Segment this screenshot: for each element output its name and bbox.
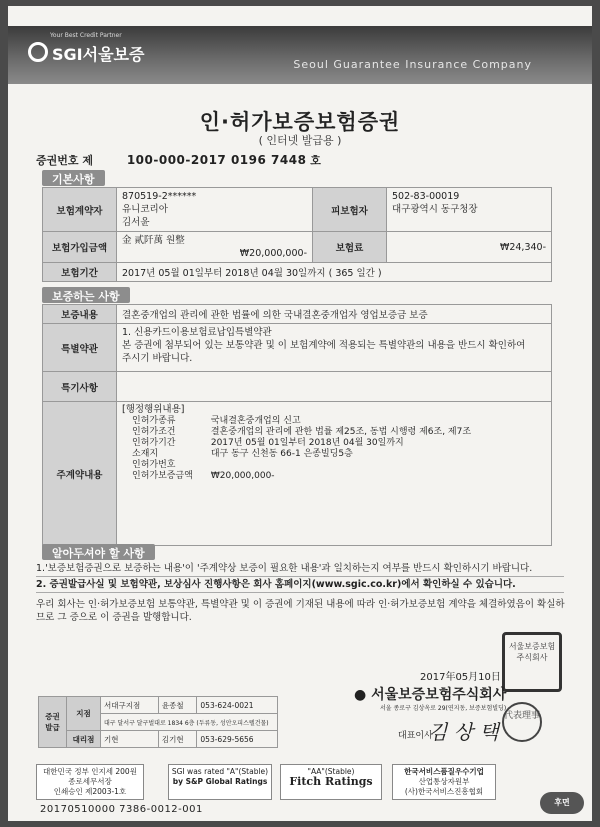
company-slogan: Seoul Guarantee Insurance Company: [293, 58, 532, 71]
policyholder-label: 보험계약자: [43, 188, 117, 232]
document-subtitle: ( 인터넷 발급용 ): [258, 134, 342, 147]
basic-table: [42, 187, 552, 282]
insured-label: 피보험자: [313, 188, 387, 232]
agent-staff: 김기현: [158, 731, 197, 748]
fitch-rating-badge: [280, 764, 382, 800]
branch-label: 지점: [67, 697, 101, 731]
notice-item-2: 2. 증권발급사실 및 보험약관, 보상심사 진행사항은 회사 홈페이지(www.sgic.co.kr)에서 확인하실 수 있습니다.: [36, 577, 564, 593]
stamp-line: 한국서비스품질우수기업: [404, 767, 484, 776]
cert-suffix: 호: [310, 154, 321, 167]
admin-value: ₩20,000,000-: [210, 471, 275, 481]
content-value: 결혼중개업의 관리에 관한 법률에 의한 국내결혼중개업자 영업보증금 보증: [117, 305, 552, 324]
main-contract-label: 주계약내용: [43, 402, 117, 546]
issuer-company: [354, 684, 506, 704]
section-guarantee: 보증하는 사항: [42, 287, 130, 303]
ceo-label: 대표이사: [398, 731, 433, 741]
premium-label: 보험료: [313, 232, 387, 263]
content-label: 보증내용: [43, 305, 117, 324]
policyholder-company: 유니코리아: [122, 204, 168, 215]
admin-title: [행정행위내용]: [122, 404, 185, 415]
sgi-logo: [28, 32, 178, 68]
agent-label: 대리점: [67, 731, 101, 748]
insured-value: [387, 188, 552, 232]
amount-label: 보험가입금액: [43, 232, 117, 263]
stamp-line: Fitch Ratings: [289, 775, 373, 788]
policyholder-name: 김서윤: [122, 217, 150, 228]
document-number: 20170510000 7386-0012-001: [40, 804, 203, 815]
admin-value: 2017년 05월 01일부터 2018년 04월 30일까지: [210, 438, 404, 448]
stamp-line: "AA"(Stable): [307, 767, 355, 776]
branch-phone: 053-624-0021: [197, 697, 278, 714]
issuer-address: 서울 종로구 김상옥로 29(연지동, 보증보험빌딩): [380, 705, 507, 712]
period-value: 2017년 05월 01일부터 2018년 04월 30일까지 ( 365 일간 ): [117, 263, 552, 282]
stamp-line: 대한민국 정부 인지세 200원: [43, 767, 137, 776]
admin-details: [132, 416, 471, 482]
cert-number-value: 100-000-2017 0196 7448: [126, 153, 307, 167]
remarks-label: 특기사항: [43, 372, 117, 402]
agent-name: 기현: [101, 731, 159, 748]
special-terms-value: [117, 324, 552, 372]
premium-value: ₩24,340-: [387, 232, 552, 263]
ceo-signature: 김 상 택: [428, 720, 499, 744]
admin-key: 인허가보증금액: [132, 471, 193, 481]
stamp-line: 종로세무서장: [68, 777, 112, 786]
remarks-value: [117, 372, 552, 402]
stamp-line: (사)한국서비스진흥협회: [404, 787, 484, 796]
company-name: 서울보증보험주식회사: [371, 687, 507, 703]
issue-date: 2017年05月10日: [420, 672, 501, 683]
logo-mark-icon: [28, 42, 48, 62]
stamp-line: SGI was rated "A"(Stable): [171, 767, 269, 776]
revenue-stamp: [36, 764, 144, 800]
main-contract-value: [117, 402, 552, 546]
logo-name: SGI서울보증: [52, 45, 145, 64]
sp-rating-badge: [168, 764, 272, 800]
special-line: 주시기 바랍니다.: [122, 353, 193, 364]
amount-text: 金 貳阡萬 원整: [122, 235, 185, 246]
special-line: 1. 신용카드이용보험료납입특별약관: [122, 327, 272, 338]
admin-key: 인허가조건: [132, 427, 176, 437]
company-seal: 서울보증보험주식회사: [502, 632, 562, 692]
service-quality-badge: [392, 764, 496, 800]
logo-tagline: Your Best Credit Partner: [50, 32, 122, 39]
branch-staff: 윤종철: [158, 697, 197, 714]
admin-key: 소재지: [132, 449, 159, 459]
admin-key: 인허가기간: [132, 438, 176, 448]
amount-number: ₩20,000,000-: [239, 248, 307, 259]
branch-name: 서대구지점: [101, 697, 159, 714]
section-basic: 기본사항: [42, 170, 105, 186]
stamp-line: 인쇄승인 제2003-1호: [53, 787, 127, 796]
notice-item-1: 1.'보증보험증권으로 보증하는 내용'이 '주계약상 보증이 필요한 내용'과 일치하는지 여부를 반드시 확인하시기 바랍니다.: [36, 562, 564, 577]
admin-key: 인허가종류: [132, 416, 176, 426]
period-label: 보험기간: [43, 263, 117, 282]
admin-key: 인허가번호: [132, 460, 176, 470]
admin-value: 대구 동구 신천동 66-1 은종빌딩5층: [210, 449, 353, 459]
guarantee-table: [42, 304, 552, 546]
document-title: 인·허가보증보험증권: [199, 110, 401, 134]
admin-value: 결혼중개업의 관리에 관한 법률 제25조, 동법 시행령 제6조, 제7조: [210, 427, 472, 437]
admin-value: 국내결혼중개업의 신고: [210, 416, 301, 426]
back-side-button[interactable]: 후면: [540, 792, 584, 814]
insured-id: 502-83-00019: [392, 191, 460, 202]
ceo-seal: 代表理事: [502, 702, 542, 742]
special-terms-label: 특별약관: [43, 324, 117, 372]
section-notice: 알아두셔야 할 사항: [42, 544, 155, 560]
cert-label: 증권번호 제: [36, 154, 93, 167]
stamp-line: 산업통상자원부: [418, 777, 470, 786]
special-line: 본 증권에 첨부되어 있는 보통약관 및 이 보험계약에 적용되는 특별약관의 내용을 반드시 확인하여: [122, 340, 526, 351]
policyholder-value: [117, 188, 313, 232]
admin-value: [211, 460, 471, 471]
agent-phone: 053-629-5656: [197, 731, 278, 748]
policyholder-id: 870519-2******: [122, 191, 197, 202]
certificate-page: [8, 6, 592, 821]
declaration-text: 우리 회사는 인·허가보증보험 보통약관, 특별약관 및 이 증권에 기재된 내용에 따라 인·허가보증보험 계약을 체결하였음이 확실하므로 그 증으로 이 증권을 발행합니다.: [36, 599, 565, 623]
issue-label: 증권발급: [39, 697, 67, 748]
certificate-number: [36, 152, 321, 168]
stamp-line: by S&P Global Ratings: [172, 777, 268, 786]
company-logo-icon: ●: [354, 687, 372, 703]
insured-name: 대구광역시 동구청장: [392, 204, 478, 215]
branch-table: [38, 696, 278, 748]
amount-value: [117, 232, 313, 263]
branch-address: 대구 달서구 달구벌대로 1834 6층 (두류동, 성안오피스텔건물): [101, 714, 278, 731]
notice-box: [36, 562, 564, 593]
